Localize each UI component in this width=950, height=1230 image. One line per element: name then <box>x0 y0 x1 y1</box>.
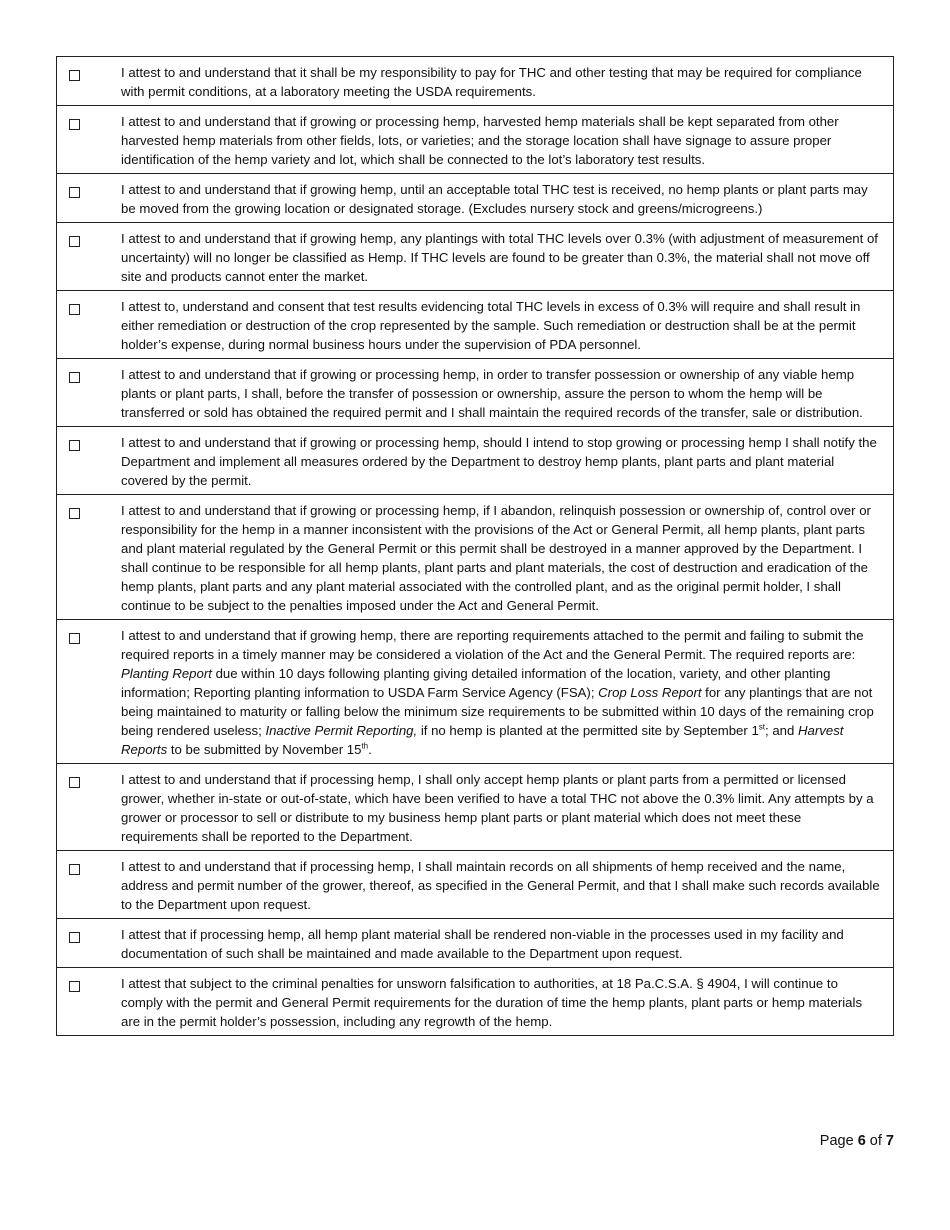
attestation-text-segment: if no hemp is planted at the permitted site by September 1 <box>417 723 759 738</box>
attestation-checkbox[interactable] <box>69 304 80 315</box>
checkbox-cell <box>57 57 120 106</box>
attestation-text-segment: I attest to and understand that if growing or processing hemp, if I abandon, relinquish possession or ownership of, control over or responsibility for the hemp in a manner inconsistent with the provisions of the Act or General Permit, all hemp plants, plant parts and plant material regulated by the General Permit or this permit shall be destroyed in a manner approved by the Department. I shall continue to be responsible for all hemp plants, plant parts and plant materials, the cost of destruction and eradication of the hemp plants, plant parts and any plant material associated with the controlled plant, and as the original permit holder, I shall continue to be subject to the penalties imposed under the Act and General Permit. <box>121 503 871 613</box>
attestation-text <box>119 106 894 174</box>
attestation-row <box>57 174 894 223</box>
page-total: 7 <box>885 1133 894 1149</box>
report-name: Inactive Permit Reporting, <box>265 723 418 738</box>
attestation-text <box>119 764 894 851</box>
checkbox-cell <box>57 106 120 174</box>
attestation-text-segment: I attest to and understand that if processing hemp, I shall maintain records on all shipments of hemp received and the name, address and permit number of the grower, thereof, as specified in the General Permit, and that I shall make such records available to the Department upon request. <box>121 859 880 912</box>
attestation-text <box>119 174 894 223</box>
attestation-row <box>57 495 894 620</box>
attestation-checkbox[interactable] <box>69 981 80 992</box>
page-of: of <box>865 1133 886 1149</box>
attestation-text <box>119 851 894 919</box>
attestation-row <box>57 359 894 427</box>
attestation-text-segment: for any plantings that are not being maintained to maturity or falling below the minimum size requirements to be submitted within 10 days of the remaining crop being rendered useless; <box>121 685 874 738</box>
attestation-text <box>119 427 894 495</box>
attestation-text-segment: I attest to and understand that if processing hemp, I shall only accept hemp plants or plant parts from a permitted or licensed grower, whether in-state or out-of-state, which have been verified to have a total THC not above the 0.3% limit. Any attempts by a grower or processor to sell or distribute to my business hemp plant parts or plant material which does not meet these requirements shall be reported to the Department. <box>121 772 874 844</box>
ordinal-suffix: th <box>361 741 369 751</box>
report-name: Planting Report <box>121 666 212 681</box>
checkbox-cell <box>57 851 120 919</box>
attestation-checkbox[interactable] <box>69 440 80 451</box>
attestation-row <box>57 968 894 1036</box>
attestation-row <box>57 427 894 495</box>
attestation-checkbox[interactable] <box>69 777 80 788</box>
attestation-checkbox[interactable] <box>69 633 80 644</box>
checkbox-cell <box>57 427 120 495</box>
attestation-row <box>57 223 894 291</box>
attestation-text-segment: I attest to and understand that if growing hemp, there are reporting requirements attached to the permit and failing to submit the required reports in a timely manner may be considered a violation of the Act and the General Permit. The required reports are: <box>121 628 864 662</box>
attestation-row <box>57 57 894 106</box>
attestation-text-segment: I attest to and understand that if growing hemp, any plantings with total THC levels over 0.3% (with adjustment of measurement of uncertainty) will no longer be classified as Hemp. If THC levels are found to be greater than 0.3%, the material shall not move off site and products cannot enter the market. <box>121 231 878 284</box>
attestation-text-segment: to be submitted by November 15 <box>167 742 362 757</box>
attestation-checkbox[interactable] <box>69 508 80 519</box>
attestation-text-segment: I attest to, understand and consent that test results evidencing total THC levels in excess of 0.3% will require and shall result in either remediation or destruction of the crop represented by the sample. Such remediation or destruction shall be at the permit holder’s expense, during normal business hours under the supervision of PDA personnel. <box>121 299 861 352</box>
attestation-row <box>57 919 894 968</box>
report-name: Crop Loss Report <box>598 685 702 700</box>
attestation-checkbox[interactable] <box>69 70 80 81</box>
attestation-text <box>119 223 894 291</box>
checkbox-cell <box>57 764 120 851</box>
checkbox-cell <box>57 495 120 620</box>
attestation-text-segment: I attest to and understand that if growing or processing hemp, should I intend to stop growing or processing hemp I shall notify the Department and implement all measures ordered by the Department to destroy hemp plants, plant parts and plant material covered by the permit. <box>121 435 877 488</box>
attestation-text-segment: I attest to and understand that it shall be my responsibility to pay for THC and other testing that may be required for compliance with permit conditions, at a laboratory meeting the USDA requirements. <box>121 65 862 99</box>
attestation-list <box>57 57 894 1036</box>
attestation-row <box>57 291 894 359</box>
report-name: Harvest Reports <box>121 723 844 757</box>
attestation-text <box>119 620 894 764</box>
attestation-checkbox[interactable] <box>69 187 80 198</box>
attestation-text-segment: I attest to and understand that if growing hemp, until an acceptable total THC test is received, no hemp plants or plant parts may be moved from the growing location or designated storage. (Excludes nursery stock and greens/microgreens.) <box>121 182 868 216</box>
attestation-text-segment: due within 10 days following planting giving detailed information of the location, variety, and other planting information; Reporting planting information to USDA Farm Service Agency (FSA); <box>121 666 831 700</box>
page-prefix: Page <box>819 1133 858 1149</box>
attestation-text <box>119 919 894 968</box>
attestation-text-segment: I attest that subject to the criminal penalties for unsworn falsification to authorities, at 18 Pa.C.S.A. § 4904, I will continue to comply with the permit and General Permit requirements for the duration of time the hemp plants, plant parts or hemp materials are in the permit holder’s possession, including any regrowth of the hemp. <box>121 976 863 1029</box>
attestation-text <box>119 291 894 359</box>
attestation-checkbox[interactable] <box>69 236 80 247</box>
attestation-table <box>56 56 894 1036</box>
attestation-checkbox[interactable] <box>69 932 80 943</box>
attestation-row <box>57 851 894 919</box>
page-current: 6 <box>857 1133 866 1149</box>
attestation-checkbox[interactable] <box>69 119 80 130</box>
attestation-text-segment: I attest to and understand that if growing or processing hemp, in order to transfer possession or ownership of any viable hemp plants or plant parts, I shall, before the transfer of possession or ownership, assure the person to whom the hemp will be transferred or sold has obtained the required permit and I shall maintain the required records of the transfer, sale or distribution. <box>121 367 863 420</box>
attestation-text <box>119 495 894 620</box>
checkbox-cell <box>57 174 120 223</box>
page-number <box>820 1133 894 1149</box>
attestation-checkbox[interactable] <box>69 864 80 875</box>
checkbox-cell <box>57 291 120 359</box>
attestation-text-segment: ; and <box>765 723 799 738</box>
checkbox-cell <box>57 620 120 764</box>
attestation-text-segment: . <box>368 742 372 757</box>
attestation-text <box>119 57 894 106</box>
attestation-row <box>57 764 894 851</box>
checkbox-cell <box>57 919 120 968</box>
attestation-text <box>119 968 894 1036</box>
checkbox-cell <box>57 968 120 1036</box>
checkbox-cell <box>57 223 120 291</box>
attestation-row <box>57 620 894 764</box>
attestation-text <box>119 359 894 427</box>
attestation-row <box>57 106 894 174</box>
attestation-text-segment: I attest that if processing hemp, all hemp plant material shall be rendered non-viable in the processes used in my facility and documentation of such shall be maintained and made available to the Department upon request. <box>121 927 844 961</box>
ordinal-suffix: st <box>758 722 766 732</box>
checkbox-cell <box>57 359 120 427</box>
attestation-checkbox[interactable] <box>69 372 80 383</box>
attestation-text-segment: I attest to and understand that if growing or processing hemp, harvested hemp materials shall be kept separated from other harvested hemp materials from other fields, lots, or varieties; and the storage location shall have signage to assure proper identification of the hemp variety and lot, which shall be connected to the lot’s laboratory test results. <box>121 114 839 167</box>
